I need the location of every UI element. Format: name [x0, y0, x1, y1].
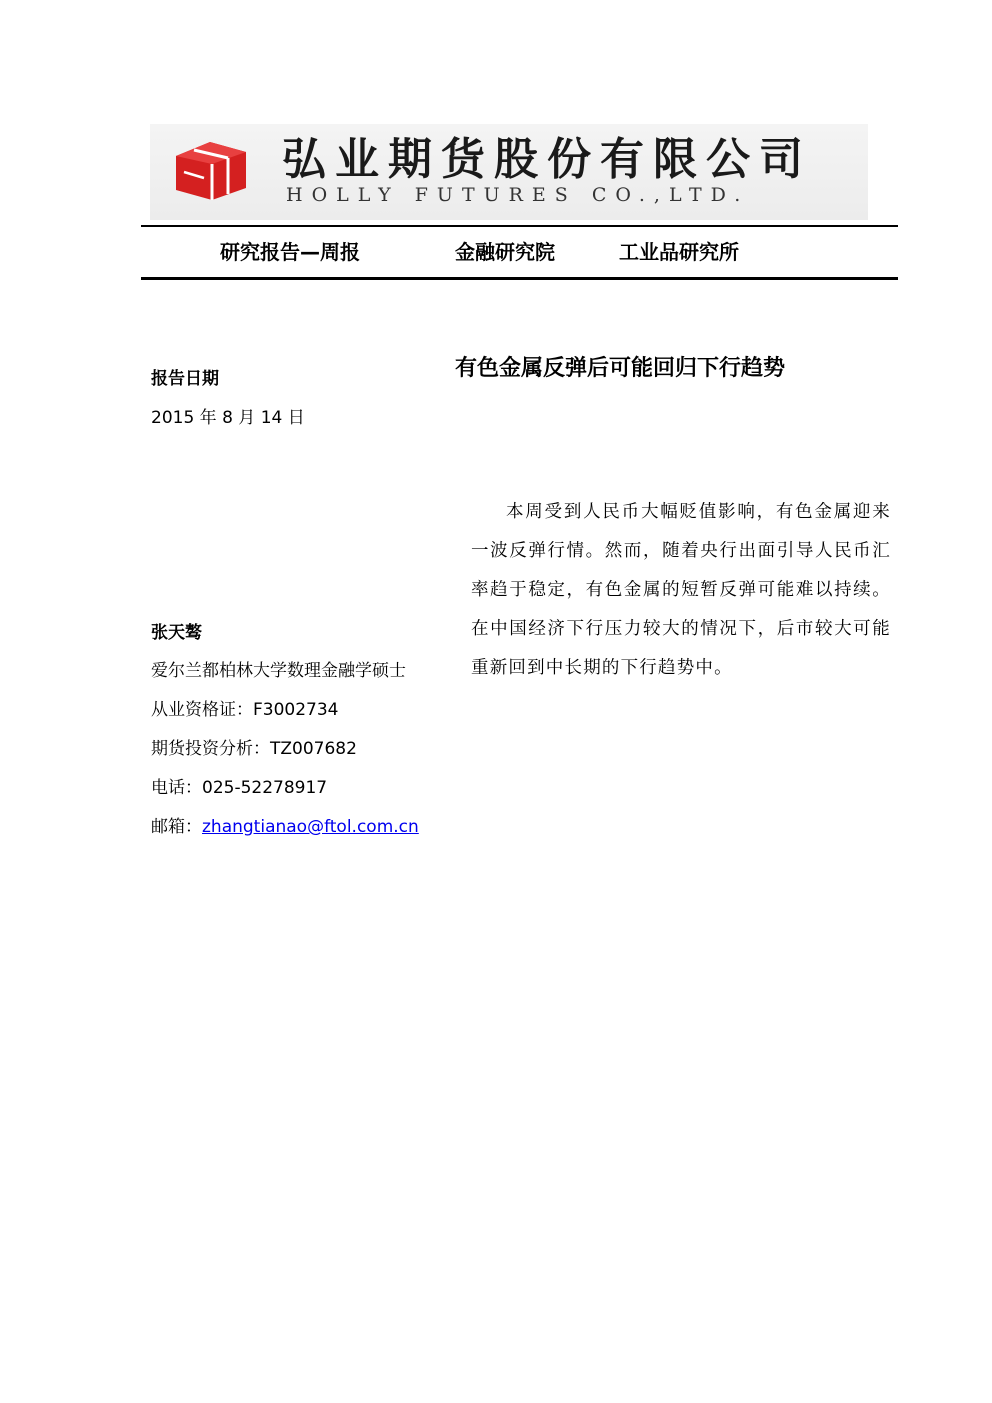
header-rule-bottom [141, 277, 898, 280]
report-title: 有色金属反弹后可能回归下行趋势 [455, 356, 786, 381]
report-type-label: 研究报告—周报 [220, 240, 360, 264]
email-label: 邮箱： [151, 817, 202, 837]
phone-number: 025-52278917 [202, 778, 328, 798]
author-name: 张天骜 [151, 623, 202, 643]
license-number: F3002734 [253, 700, 339, 720]
report-summary: 本周受到人民币大幅贬值影响，有色金属迎来一波反弹行情。然而，随着央行出面引导人民币汇率趋于稳定，有色金属的短暂反弹可能难以持续。在中国经济下行压力较大的情况下，后市较大可能重新回到中长期的下行趋势中。 [471, 502, 891, 678]
company-name-cn: 弘业期货股份有限公司 [282, 134, 812, 185]
license-label: 从业资格证： [151, 700, 253, 720]
report-date-label: 报告日期 [151, 369, 219, 389]
advisory-label: 期货投资分析： [151, 739, 270, 759]
advisory-number: TZ007682 [270, 739, 357, 759]
department-label: 工业品研究所 [619, 240, 739, 264]
author-phone [151, 772, 461, 811]
company-logo-banner [150, 124, 868, 220]
author-advisory [151, 733, 461, 772]
company-logo-icon [170, 138, 252, 202]
institute-label: 金融研究院 [455, 240, 555, 264]
header-rule-top [141, 225, 898, 227]
email-link[interactable]: zhangtianao@ftol.com.cn [202, 817, 419, 837]
report-date: 2015 年 8 月 14 日 [151, 408, 305, 428]
author-info-list [151, 655, 461, 850]
author-email [151, 811, 461, 850]
author-education: 爱尔兰都柏林大学数理金融学硕士 [151, 661, 406, 681]
author-license [151, 694, 461, 733]
company-name-en: HOLLY FUTURES CO.,LTD. [286, 184, 750, 206]
phone-label: 电话： [151, 778, 202, 798]
